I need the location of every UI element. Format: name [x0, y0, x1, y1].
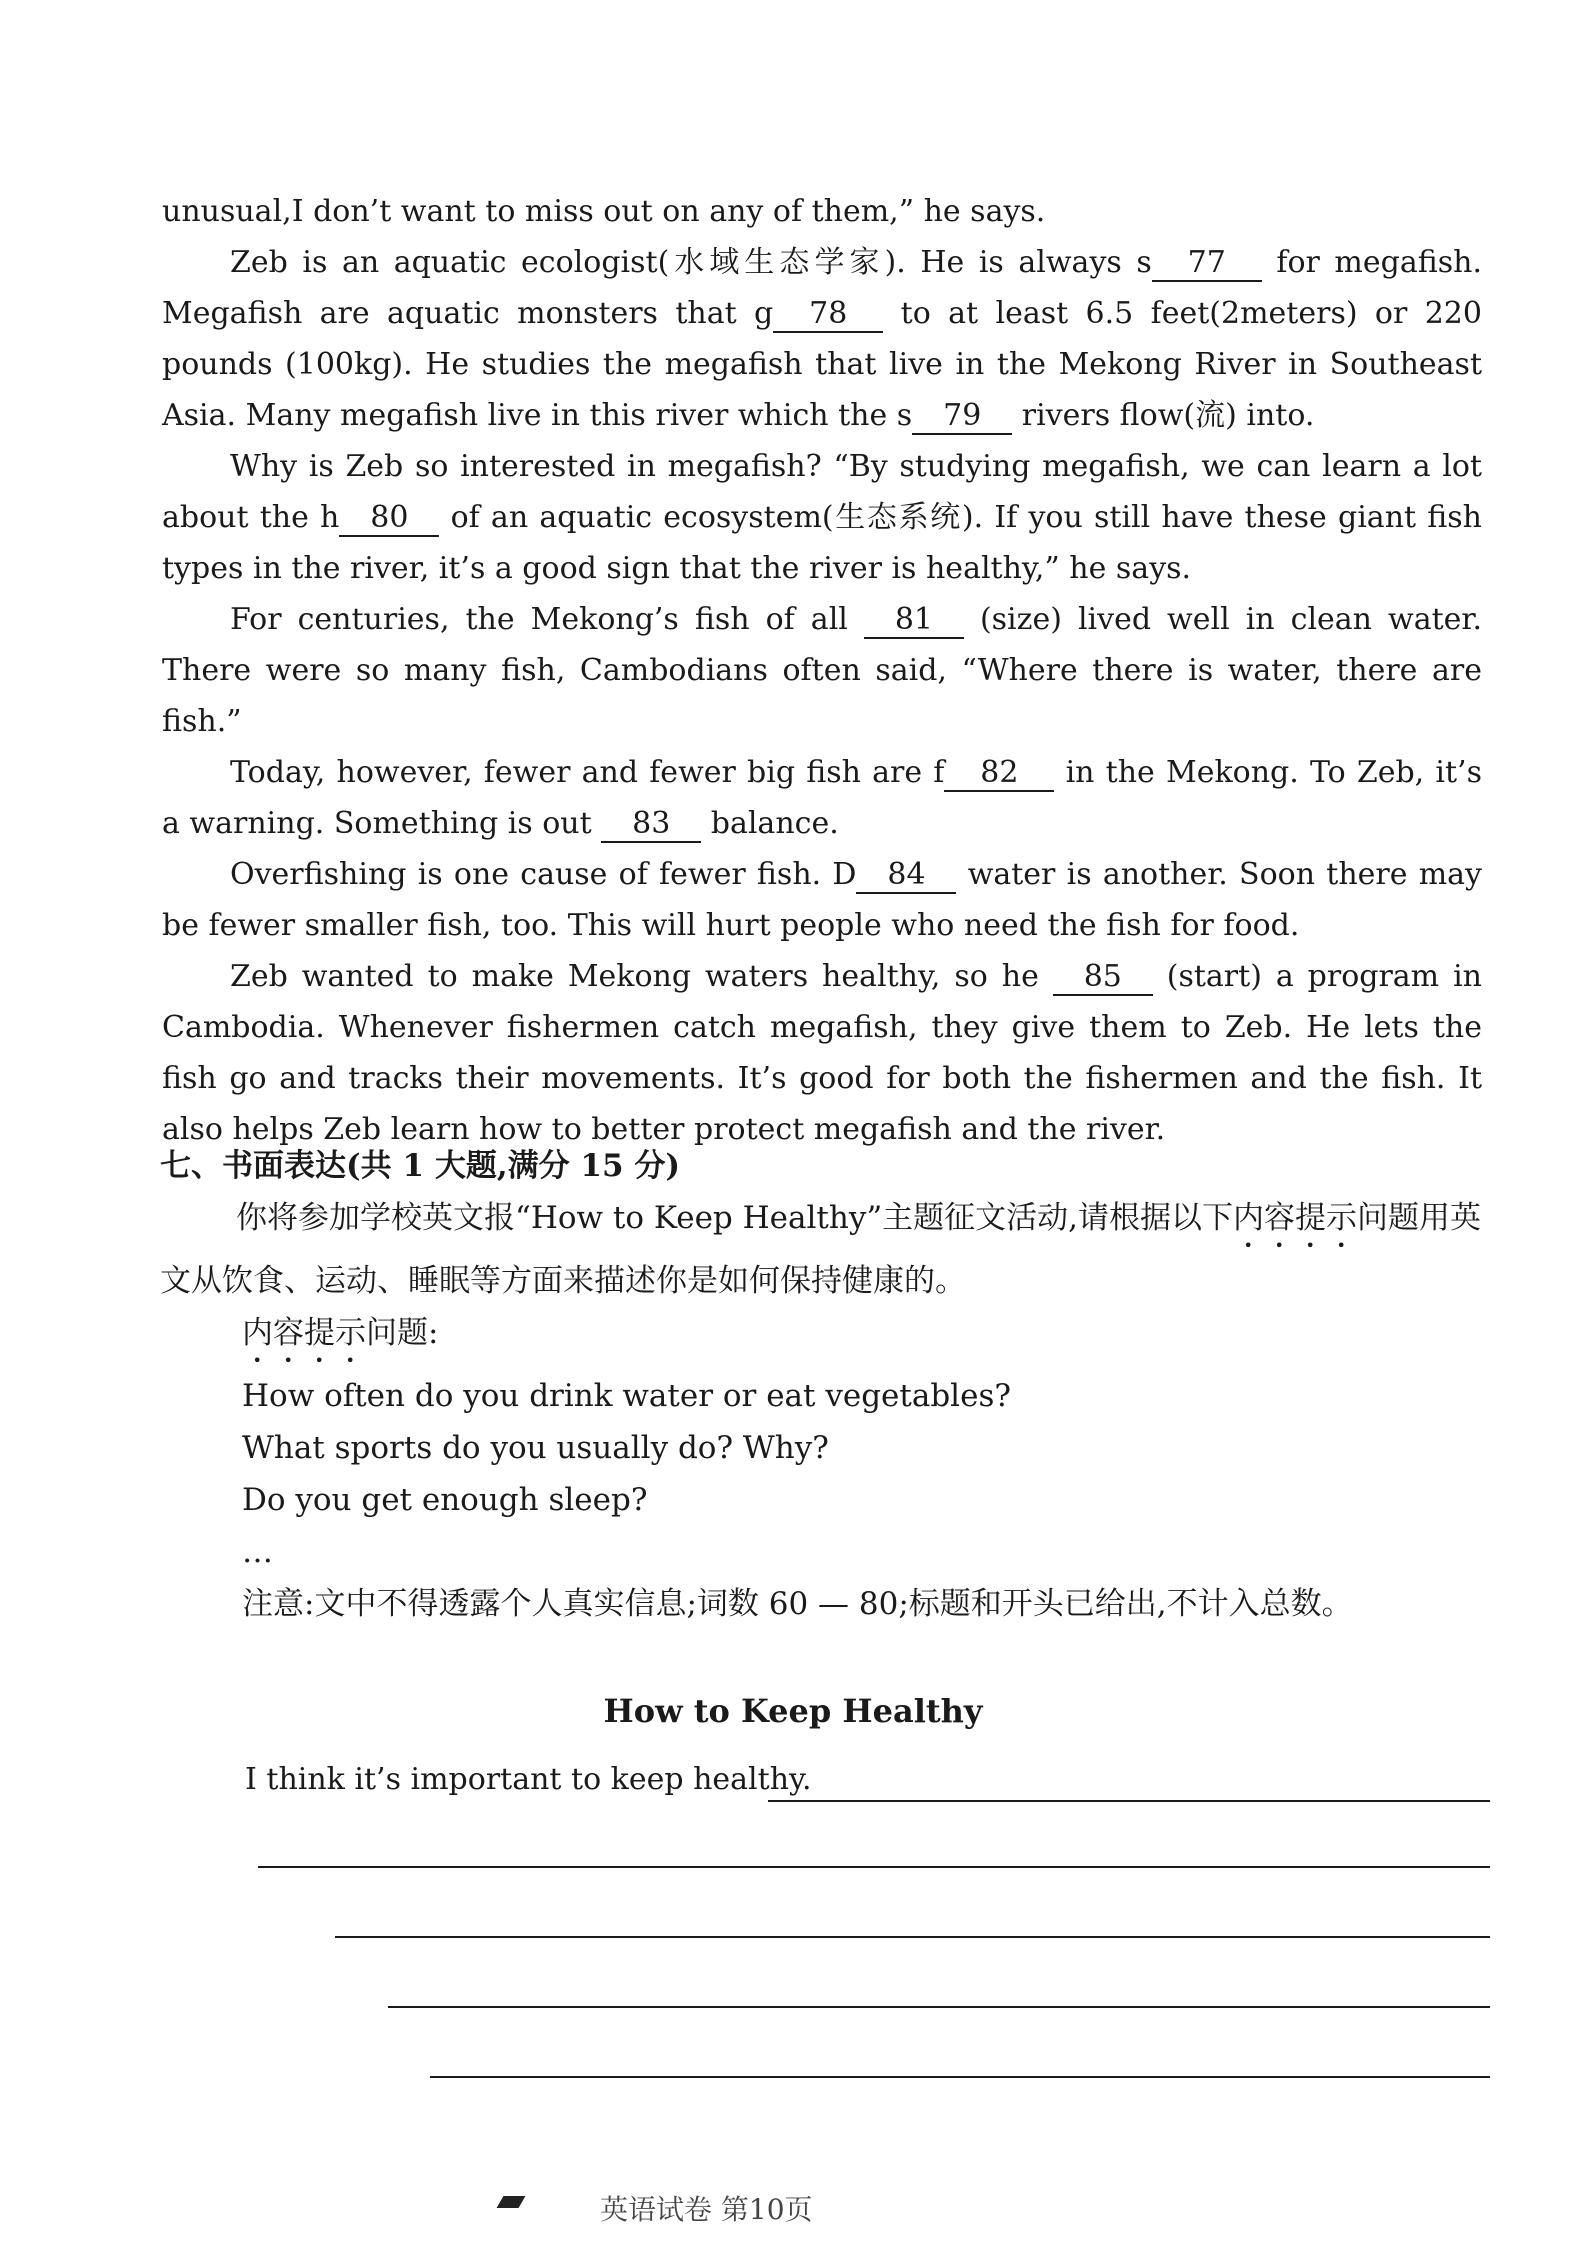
blank-81[interactable]: 81	[864, 603, 964, 639]
answer-line[interactable]	[768, 1800, 1490, 1802]
prompt-list	[160, 1307, 1490, 1630]
prompt-heading: 内容提示问题:	[242, 1315, 439, 1351]
passage-line-0: unusual,I don’t want to miss out on any of them,” he says.	[162, 194, 1046, 229]
blank-78[interactable]: 78	[773, 297, 883, 333]
blank-85[interactable]: 85	[1053, 960, 1153, 996]
prompt-question: Do you get enough sleep?	[242, 1482, 648, 1518]
blank-77[interactable]: 77	[1152, 246, 1262, 282]
passage-paragraph-2: Why is Zeb so interested in megafish? “By studying megafish, we can learn a lot about the h 80 of an aquatic ecosystem(生态系统). If you still have these giant fish types in the river, it’s a good sign that the river is healthy,” he says.	[162, 449, 1482, 586]
page-footer: 英语试卷 第10页	[600, 2193, 813, 2226]
blank-82[interactable]: 82	[944, 756, 1054, 792]
passage-paragraph-5: Overfishing is one cause of fewer fish. D 84 water is another. Soon there may be fewer smaller fish, too. This will hurt people who need the fish for food.	[162, 857, 1482, 943]
passage-paragraph-6: Zeb wanted to make Mekong waters healthy, so he 85 (start) a program in Cambodia. Whenever fishermen catch megafish, they give them to Zeb. He lets the fish go and tracks their movements. It’s good for both the fishermen and the fish. It also helps Zeb learn how to better protect megafish and the river.	[162, 959, 1482, 1147]
writing-note: 注意:文中不得透露个人真实信息;词数 60 — 80;标题和开头已给出,不计入总数。	[242, 1586, 1353, 1622]
prompt-question: How often do you drink water or eat vegetables?	[242, 1378, 1011, 1414]
blank-79[interactable]: 79	[912, 399, 1012, 435]
answer-line[interactable]	[388, 2006, 1490, 2008]
answer-line[interactable]	[430, 2076, 1490, 2078]
task-description: 你将参加学校英文报“How to Keep Healthy”主题征文活动,请根据以下内容提示问题用英文从饮食、运动、睡眠等方面来描述你是如何保持健康的。	[160, 1200, 1482, 1299]
prompt-ellipsis: …	[242, 1534, 277, 1570]
blank-83[interactable]: 83	[601, 807, 701, 843]
section-title: 七、书面表达(共 1 大题,满分 15 分)	[160, 1148, 681, 1184]
prompt-question: What sports do you usually do? Why?	[242, 1430, 829, 1466]
essay-title: How to Keep Healthy	[603, 1692, 983, 1730]
writing-section	[160, 1140, 1490, 1630]
blank-80[interactable]: 80	[339, 501, 439, 537]
answer-line[interactable]	[335, 1936, 1490, 1938]
pen-mark-icon	[497, 2196, 526, 2208]
passage-paragraph-3: For centuries, the Mekong’s fish of all 81 (size) lived well in clean water. There were so many fish, Cambodians often said, “Where there is water, there are fish.”	[162, 602, 1482, 739]
cloze-passage	[162, 186, 1482, 1155]
essay-opening: I think it’s important to keep healthy.	[245, 1762, 812, 1797]
passage-paragraph-4: Today, however, fewer and fewer big fish are f 82 in the Mekong. To Zeb, it’s a warning. Something is out 83 balance.	[162, 755, 1482, 841]
answer-line[interactable]	[258, 1866, 1490, 1868]
blank-84[interactable]: 84	[856, 858, 956, 894]
passage-paragraph-1: Zeb is an aquatic ecologist(水域生态学家). He is always s 77 for megafish. Megafish are aquatic monsters that g 78 to at least 6.5 feet(2meters) or 220 pounds (100kg). He studies the megafish that live in the Mekong River in Southeast Asia. Many megafish live in this river which the s 79 rivers flow(流) into.	[162, 245, 1482, 433]
